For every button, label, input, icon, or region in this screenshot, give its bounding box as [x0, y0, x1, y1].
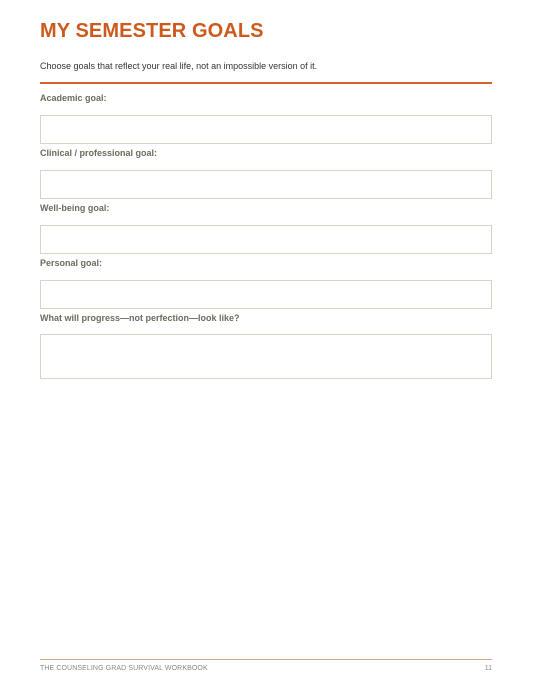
- wellbeing-goal-label: Well-being goal:: [40, 203, 110, 213]
- title-divider: [40, 82, 492, 84]
- academic-goal-label: Academic goal:: [40, 93, 107, 103]
- clinical-goal-field[interactable]: [40, 170, 492, 199]
- page-number: 11: [484, 665, 492, 672]
- progress-field[interactable]: [40, 334, 492, 379]
- personal-goal-field[interactable]: [40, 280, 492, 309]
- footer-divider: [40, 659, 492, 660]
- wellbeing-goal-field[interactable]: [40, 225, 492, 254]
- intro-text: Choose goals that reflect your real life, not an impossible version of it.: [40, 61, 318, 71]
- academic-goal-field[interactable]: [40, 115, 492, 144]
- clinical-goal-label: Clinical / professional goal:: [40, 148, 158, 158]
- progress-label: What will progress—not perfection—look like?: [40, 313, 240, 323]
- page-title: MY SEMESTER GOALS: [40, 20, 264, 42]
- personal-goal-label: Personal goal:: [40, 258, 103, 268]
- footer-book-title: THE COUNSELING GRAD SURVIVAL WORKBOOK: [40, 665, 208, 672]
